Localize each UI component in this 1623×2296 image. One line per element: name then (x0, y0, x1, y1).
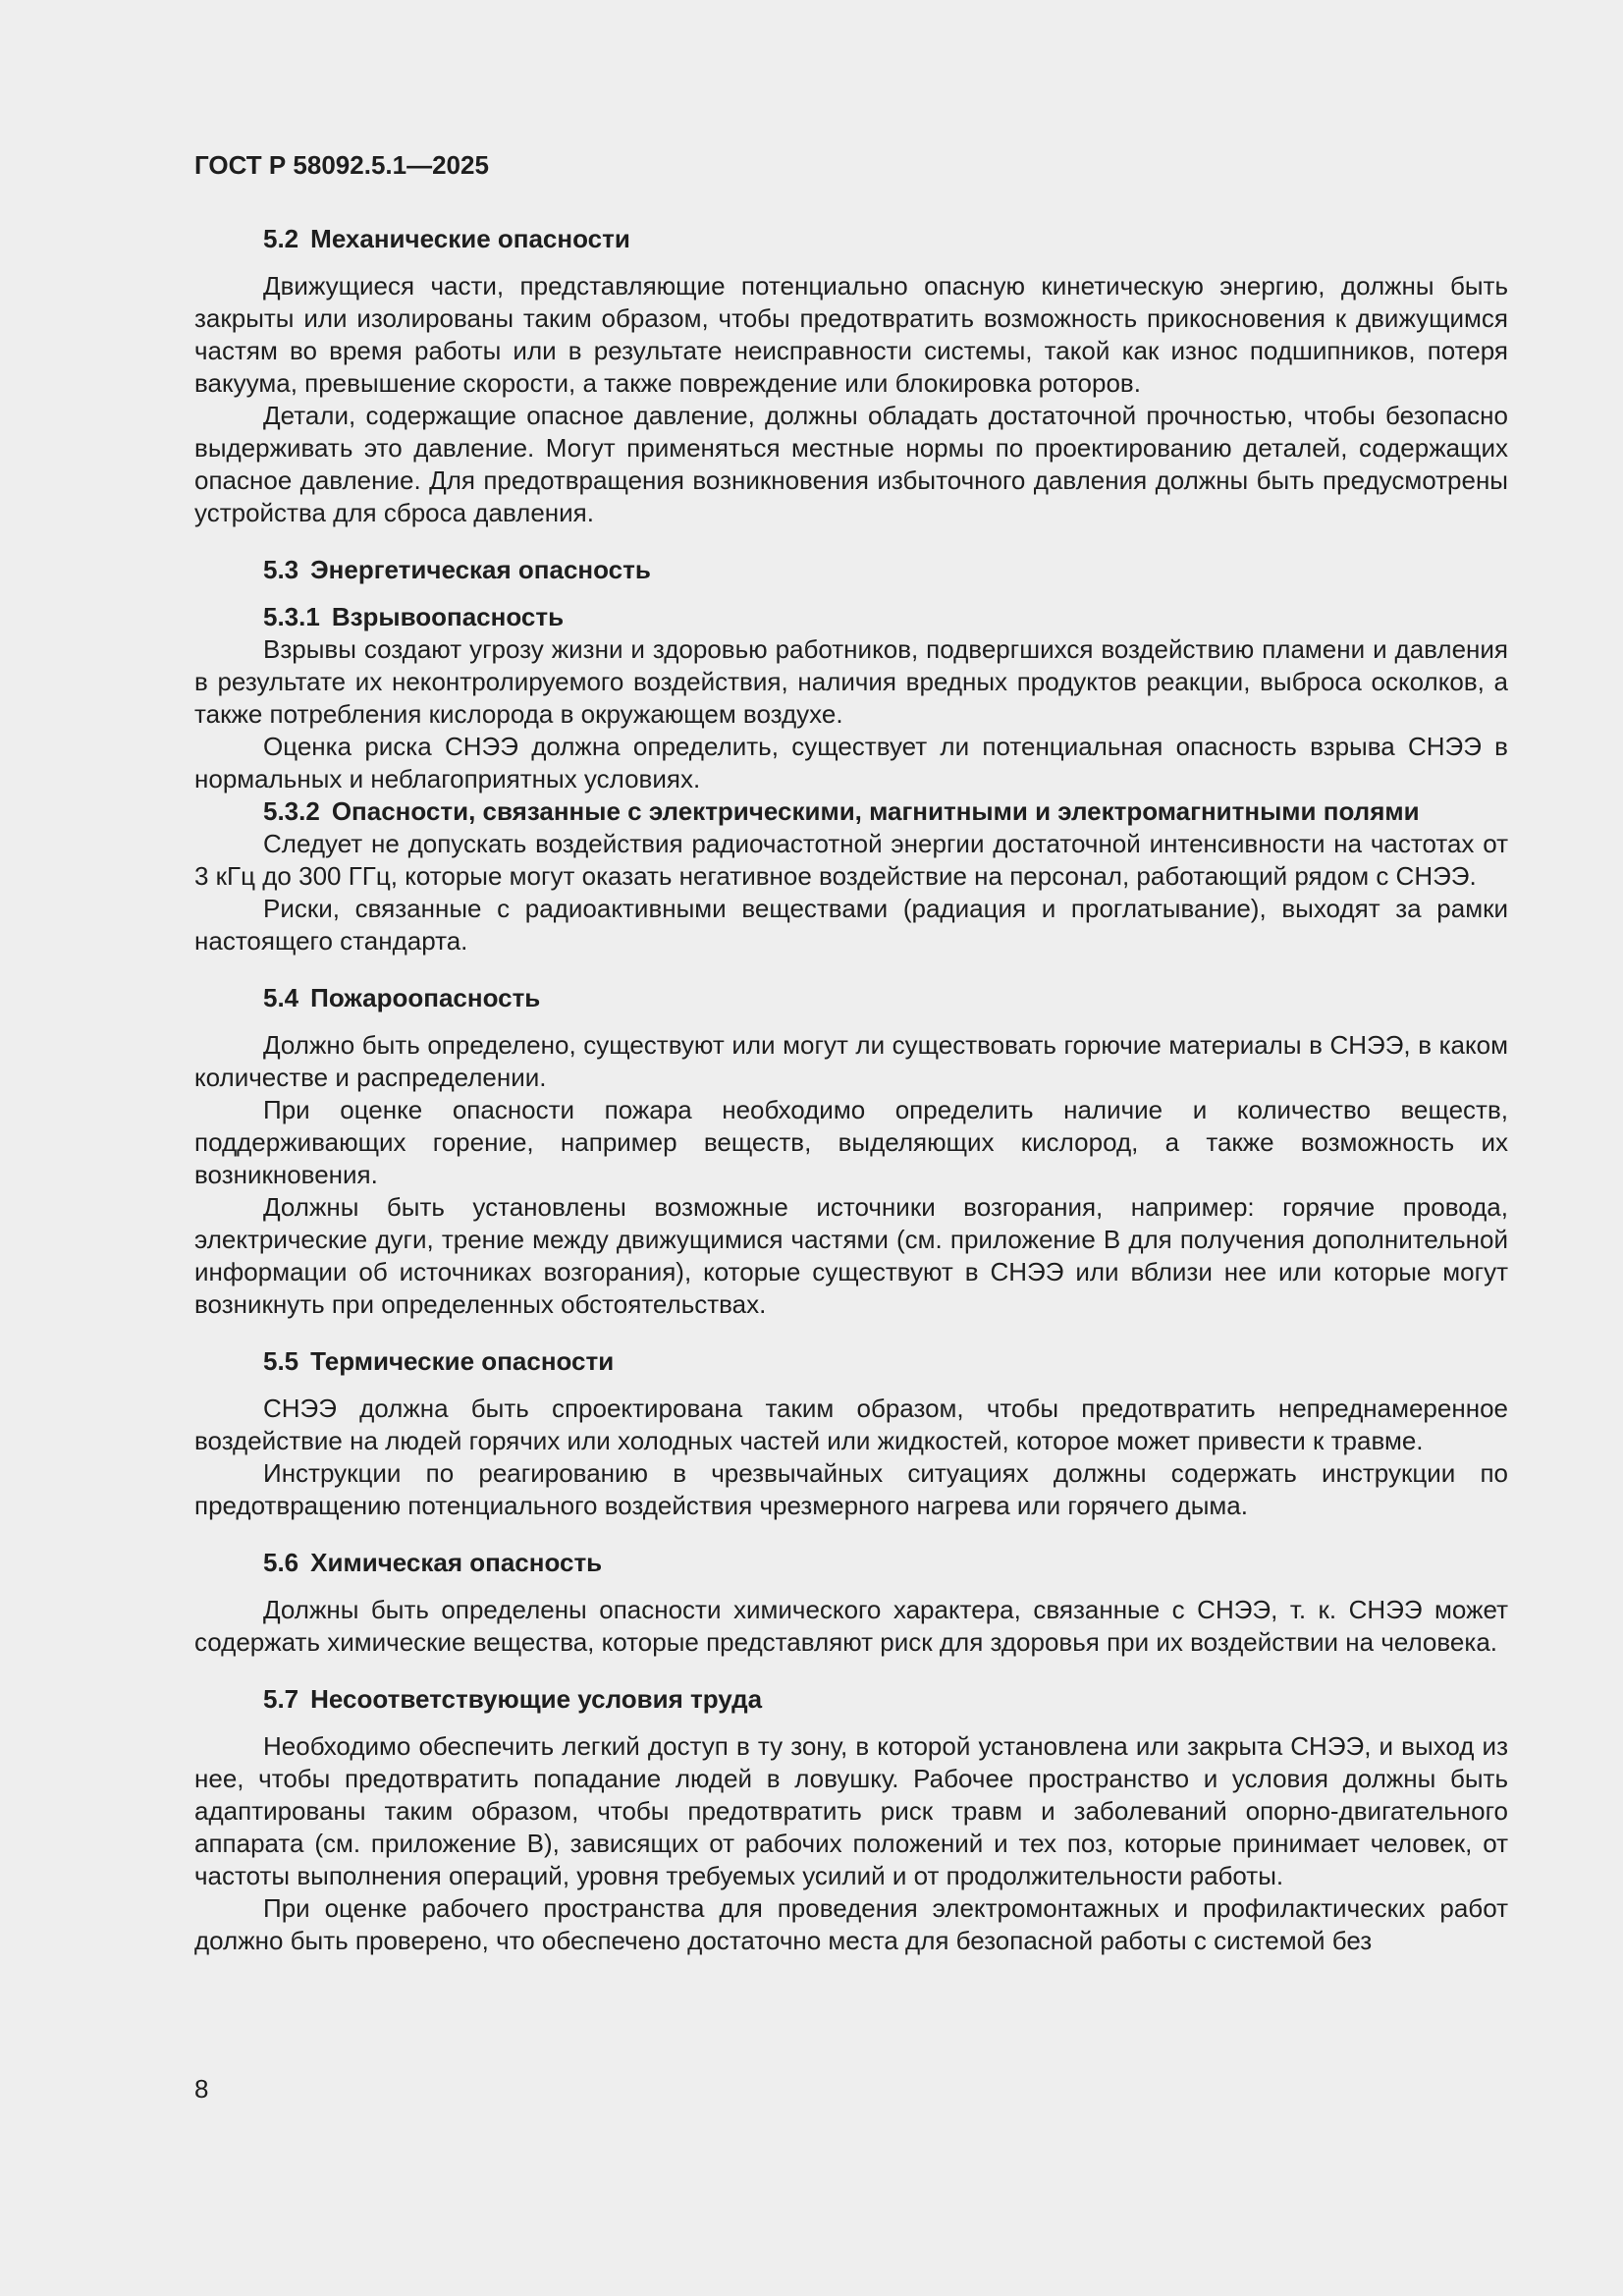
paragraph: Инструкции по реагированию в чрезвычайных ситуациях должны содержать инструкции по предотвращению потенциального воздействия чрезмерного нагрева или горячего дыма. (194, 1458, 1508, 1520)
section-title: Энергетическая опасность (310, 555, 651, 584)
section-title: Термические опасности (310, 1346, 615, 1376)
section-title: Несоответствующие условия труда (310, 1684, 763, 1714)
document-header: ГОСТ Р 58092.5.1—2025 (194, 150, 489, 180)
section-heading-5-3-1 (194, 601, 1508, 633)
paragraph: Должно быть определено, существуют или могут ли существовать горючие материалы в СНЭЭ, в каком количестве и распределении. (194, 1030, 1508, 1092)
section-title: Химическая опасность (310, 1548, 603, 1577)
paragraph: При оценке опасности пожара необходимо определить наличие и количество веществ, поддерживающих горение, например веществ, выделяющих кислород, а также возможность их возникновения. (194, 1095, 1508, 1189)
section-number: 5.3.1 (263, 602, 320, 631)
section-title: Пожароопасность (310, 983, 541, 1012)
section-number: 5.7 (263, 1684, 299, 1714)
section-number: 5.6 (263, 1548, 299, 1577)
section-title: Опасности, связанные с электрическими, магнитными и электромагнитными полями (331, 796, 1420, 826)
paragraph: Риски, связанные с радиоактивными веществами (радиация и проглатывание), выходят за рамки настоящего стандарта. (194, 894, 1508, 956)
section-number: 5.2 (263, 224, 299, 253)
section-number: 5.3.2 (263, 796, 320, 826)
paragraph: Движущиеся части, представляющие потенциально опасную кинетическую энергию, должны быть закрыты или изолированы таким образом, чтобы предотвратить возможность прикосновения к движущимся частям во время работы или в результате неисправности системы, такой как износ подшипников, потеря вакуума, превышение скорости, а также повреждение или блокировка роторов. (194, 271, 1508, 398)
paragraph: Следует не допускать воздействия радиочастотной энергии достаточной интенсивности на частотах от 3 кГц до 300 ГГц, которые могут оказать негативное воздействие на персонал, работающий рядом с СНЭЭ. (194, 829, 1508, 891)
section-heading-5-5 (194, 1345, 1508, 1378)
document-body (194, 223, 1508, 1957)
paragraph: Должны быть определены опасности химического характера, связанные с СНЭЭ, т. к. СНЭЭ может содержать химические вещества, которые представляют риск для здоровья при их воздействии на человека. (194, 1595, 1508, 1657)
section-heading-5-4 (194, 982, 1508, 1014)
section-title: Взрывоопасность (331, 602, 565, 631)
section-heading-5-3 (194, 554, 1508, 586)
section-number: 5.3 (263, 555, 299, 584)
section-number: 5.5 (263, 1346, 299, 1376)
page-number: 8 (194, 2074, 209, 2104)
paragraph: Необходимо обеспечить легкий доступ в ту зону, в которой установлена или закрыта СНЭЭ, и выход из нее, чтобы предотвратить попадание людей в ловушку. Рабочее пространство и условия должны быть адаптированы таким образом, чтобы предотвратить риск травм и заболеваний опорно-двигательного аппарата (см. приложение В), зависящих от рабочих положений и тех поз, которые принимает человек, от частоты выполнения операций, уровня требуемых усилий и от продолжительности работы. (194, 1731, 1508, 1890)
section-title: Механические опасности (310, 224, 630, 253)
paragraph: СНЭЭ должна быть спроектирована таким образом, чтобы предотвратить непреднамеренное воздействие на людей горячих или холодных частей или жидкостей, которое может привести к травме. (194, 1394, 1508, 1455)
paragraph: Оценка риска СНЭЭ должна определить, существует ли потенциальная опасность взрыва СНЭЭ в нормальных и неблагоприятных условиях. (194, 732, 1508, 793)
section-heading-5-2 (194, 223, 1508, 255)
paragraph: Взрывы создают угрозу жизни и здоровью работников, подвергшихся воздействию пламени и давления в результате их неконтролируемого воздействия, наличия вредных продуктов реакции, выброса осколков, а также потребления кислорода в окружающем воздухе. (194, 634, 1508, 729)
section-heading-5-6 (194, 1547, 1508, 1579)
document-page (194, 0, 1508, 2296)
paragraph: При оценке рабочего пространства для проведения электромонтажных и профилактических работ должно быть проверено, что обеспечено достаточно места для безопасной работы с системой без (194, 1893, 1508, 1955)
section-heading-5-3-2 (194, 795, 1508, 828)
paragraph: Должны быть установлены возможные источники возгорания, например: горячие провода, электрические дуги, трение между движущимися частями (см. приложение В для получения дополнительной информации об источниках возгорания), которые существуют в СНЭЭ или вблизи нее или которые могут возникнуть при определенных обстоятельствах. (194, 1192, 1508, 1319)
section-number: 5.4 (263, 983, 299, 1012)
section-heading-5-7 (194, 1683, 1508, 1716)
paragraph: Детали, содержащие опасное давление, должны обладать достаточной прочностью, чтобы безопасно выдерживать это давление. Могут применяться местные нормы по проектированию деталей, содержащих опасное давление. Для предотвращения возникновения избыточного давления должны быть предусмотрены устройства для сброса давления. (194, 401, 1508, 527)
